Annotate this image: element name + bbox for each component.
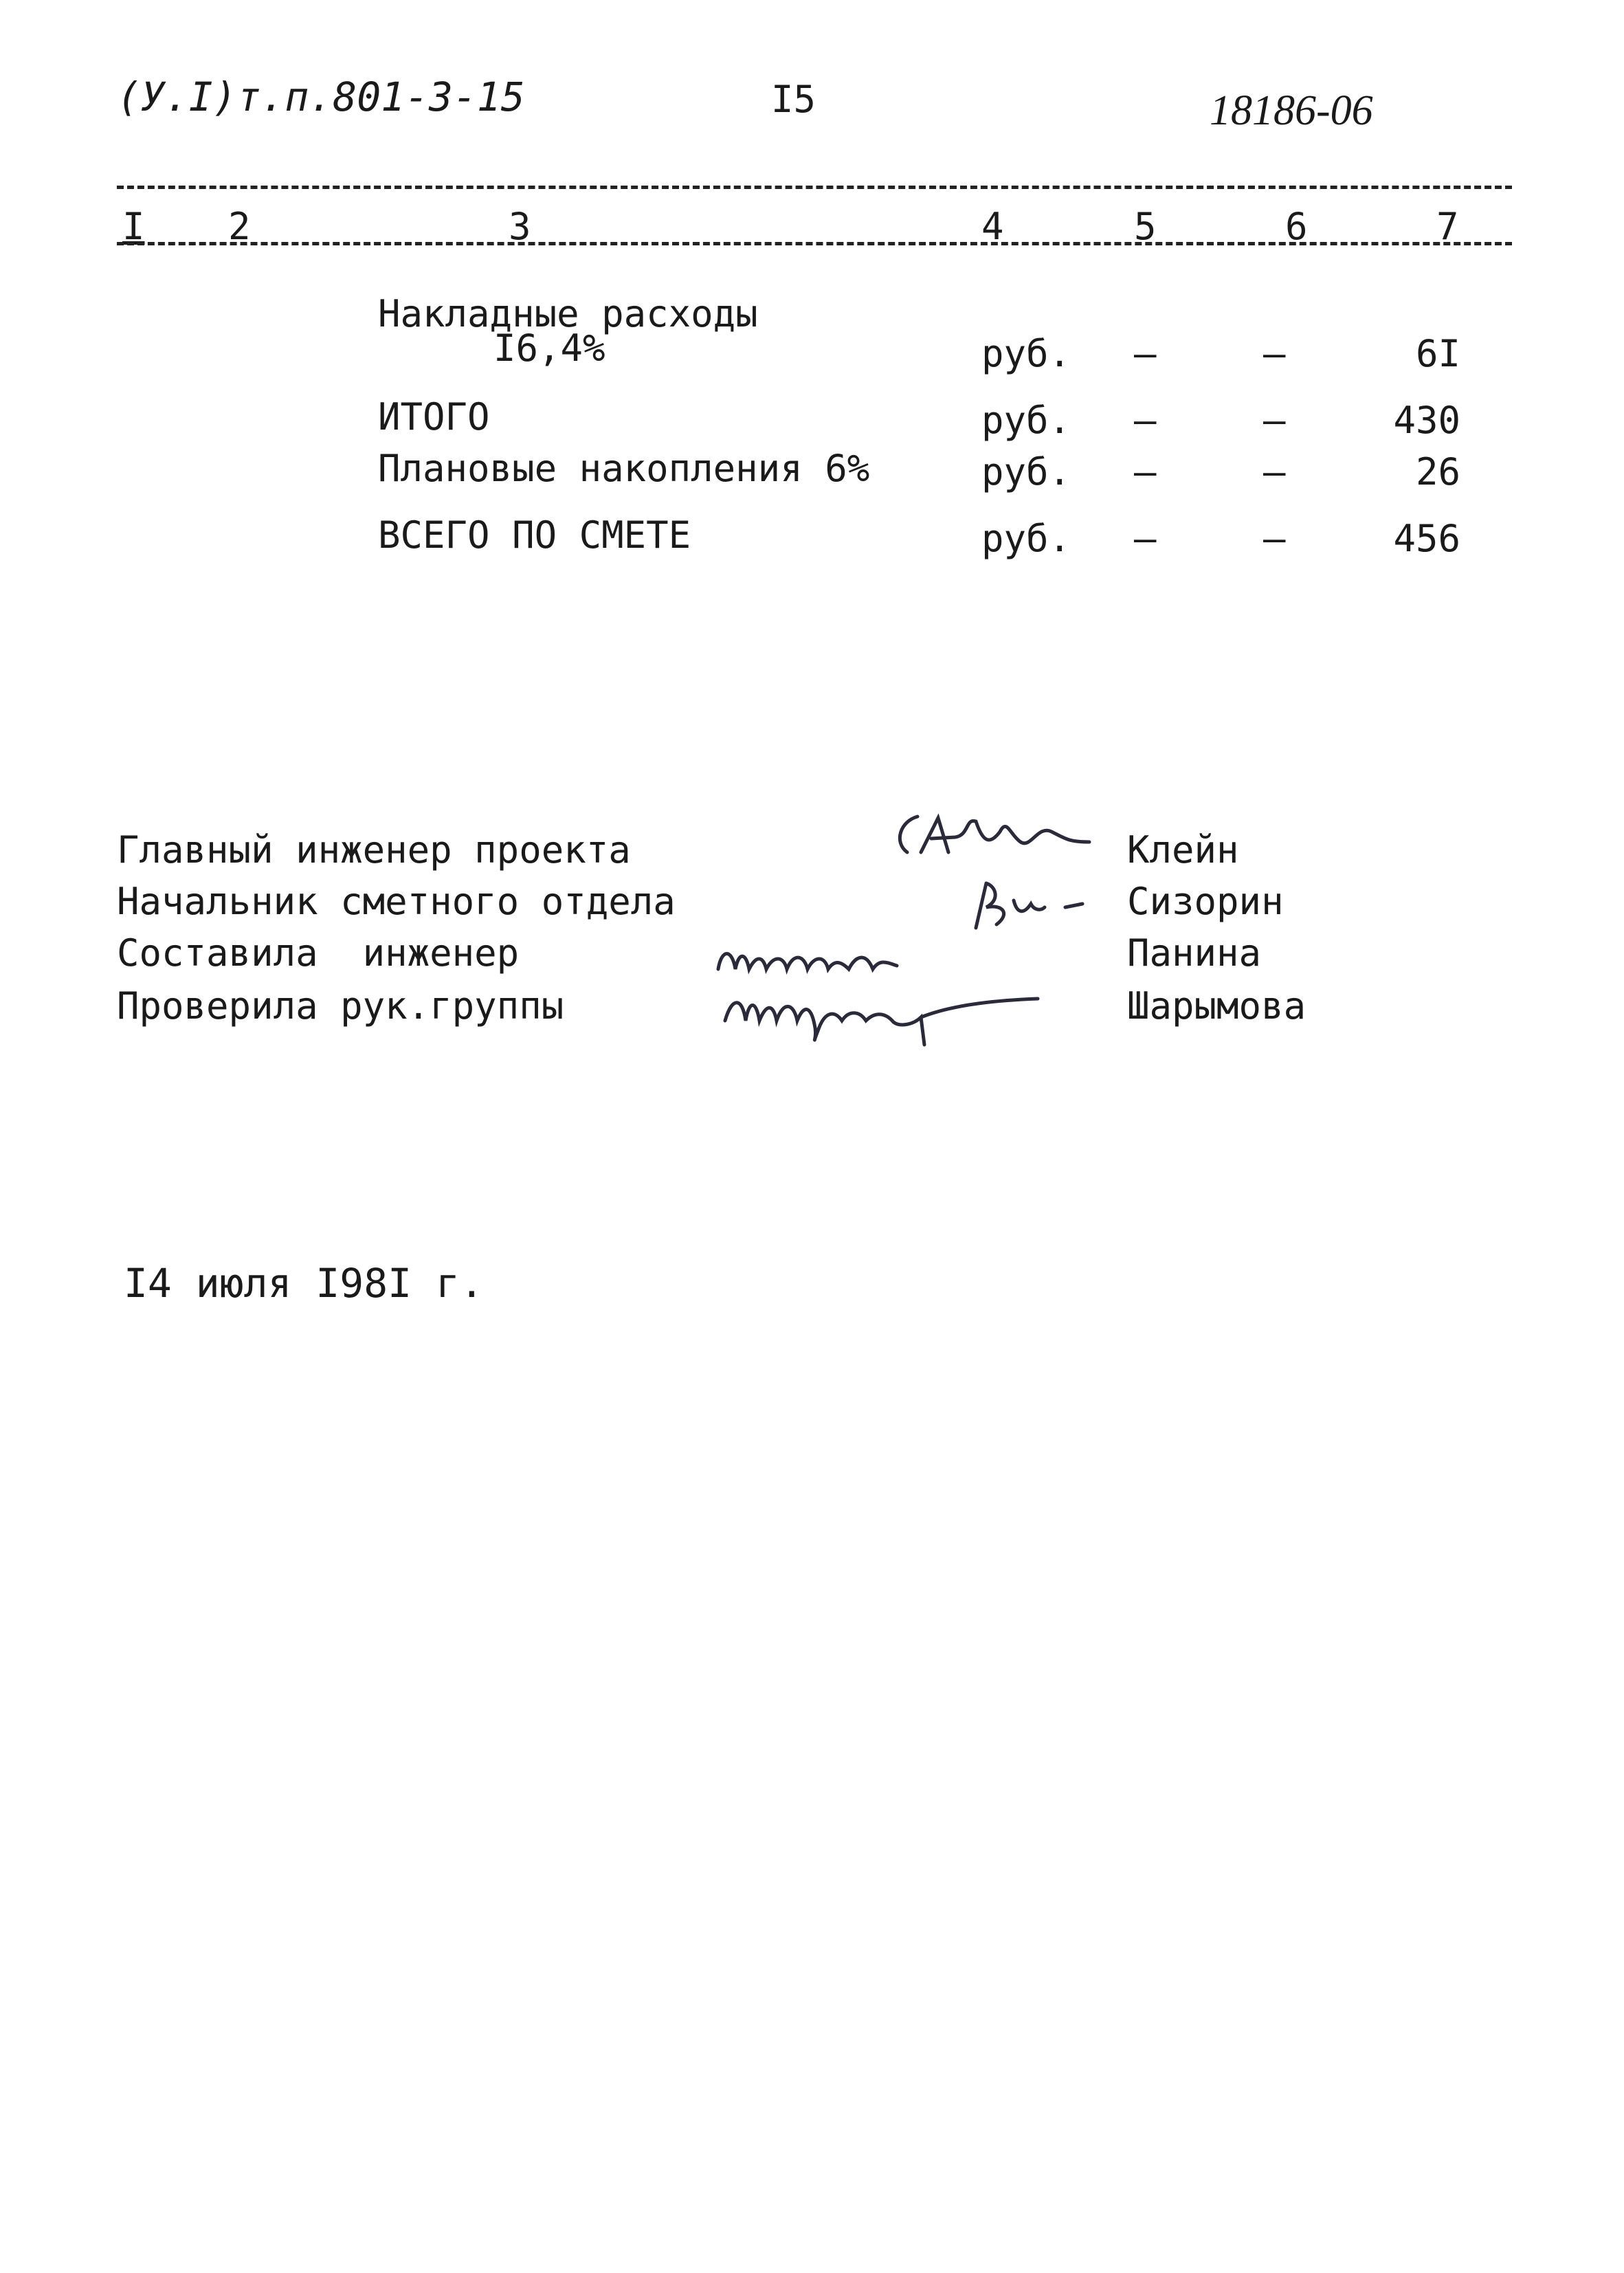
signatory-name: Клейн — [1127, 828, 1239, 872]
signatory-name: Панина — [1127, 931, 1262, 975]
row-value: 26 — [1415, 450, 1460, 494]
document-date: I4 июля I98I г. — [124, 1260, 484, 1307]
row-label-percent: I6,4% — [493, 326, 605, 370]
header-bottom-rule — [117, 242, 1512, 245]
signatory-name: Шарымова — [1127, 984, 1306, 1028]
row-unit: руб. — [981, 332, 1071, 375]
column-number-4: 4 — [981, 205, 1004, 248]
inventory-number: 18186-06 — [1210, 87, 1373, 134]
row-col5: – — [1134, 517, 1157, 560]
signatory-position: Проверила рук.группы — [117, 984, 564, 1028]
row-value: 456 — [1393, 517, 1460, 560]
row-unit: руб. — [981, 450, 1071, 494]
signatory-position: Главный инженер проекта — [117, 828, 631, 872]
signatory-position: Составила инженер — [117, 931, 520, 975]
row-col5: – — [1134, 399, 1157, 442]
handwritten-signature — [880, 804, 1100, 873]
row-label: ИТОГО — [378, 395, 490, 439]
row-col6: – — [1263, 399, 1286, 442]
column-number-7: 7 — [1436, 205, 1459, 248]
row-col6: – — [1263, 450, 1286, 494]
row-label: Накладные расходы — [378, 292, 758, 335]
header-top-rule — [117, 186, 1512, 189]
column-number-6: 6 — [1285, 205, 1308, 248]
row-value: 6I — [1415, 332, 1460, 375]
row-unit: руб. — [981, 517, 1071, 560]
column-number-5: 5 — [1134, 205, 1157, 248]
row-unit: руб. — [981, 399, 1071, 442]
row-col6: – — [1263, 517, 1286, 560]
row-value: 430 — [1393, 399, 1460, 442]
handwritten-signature — [715, 979, 1045, 1055]
document-code: (У.I)т.п.801-3-15 — [117, 74, 525, 120]
row-label: Плановые накопления 6% — [378, 447, 870, 490]
page-number: I5 — [771, 78, 816, 121]
column-number-1: I — [122, 205, 145, 248]
signatory-name: Сизорин — [1127, 880, 1284, 923]
signatory-position: Начальник сметного отдела — [117, 880, 676, 923]
handwritten-signature — [955, 873, 1093, 935]
row-label: ВСЕГО ПО СМЕТЕ — [378, 513, 691, 557]
row-col6: – — [1263, 332, 1286, 375]
row-col5: – — [1134, 450, 1157, 494]
column-number-2: 2 — [228, 205, 251, 248]
column-number-3: 3 — [509, 205, 531, 248]
row-col5: – — [1134, 332, 1157, 375]
